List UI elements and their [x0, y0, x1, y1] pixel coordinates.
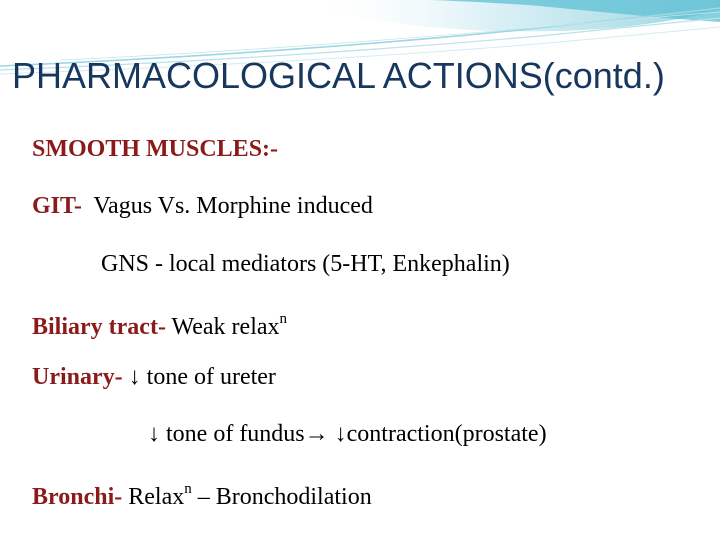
heading-smooth-muscles-label: SMOOTH MUSCLES:-	[32, 136, 279, 162]
line-gns	[101, 249, 510, 279]
fundus-text: ↓ tone of fundus→ ↓contraction(prostate)	[148, 421, 547, 447]
git-label: GIT-	[32, 193, 82, 219]
line-fundus	[148, 419, 547, 449]
line-urinary	[32, 362, 276, 392]
biliary-text: Weak relax	[165, 314, 280, 340]
urinary-label: Urinary-	[32, 364, 123, 390]
gns-text: GNS - local mediators (5-HT, Enkephalin)	[101, 251, 510, 277]
git-text: Vagus Vs. Morphine induced	[81, 193, 373, 219]
heading-smooth-muscles	[32, 134, 278, 164]
bronchi-text: Relax	[122, 484, 185, 510]
line-git	[32, 191, 373, 221]
biliary-label: Biliary tract-	[32, 314, 166, 340]
biliary-superscript: n	[279, 311, 288, 327]
bronchi-text-after: – Bronchodilation	[191, 484, 372, 510]
bronchi-superscript: n	[184, 481, 192, 497]
urinary-text: ↓ tone of ureter	[122, 364, 276, 390]
bronchi-label: Bronchi-	[32, 484, 123, 510]
slide-title: PHARMACOLOGICAL ACTIONS(contd.)	[12, 55, 665, 96]
line-biliary-tract	[32, 306, 287, 342]
line-bronchi	[32, 476, 372, 512]
